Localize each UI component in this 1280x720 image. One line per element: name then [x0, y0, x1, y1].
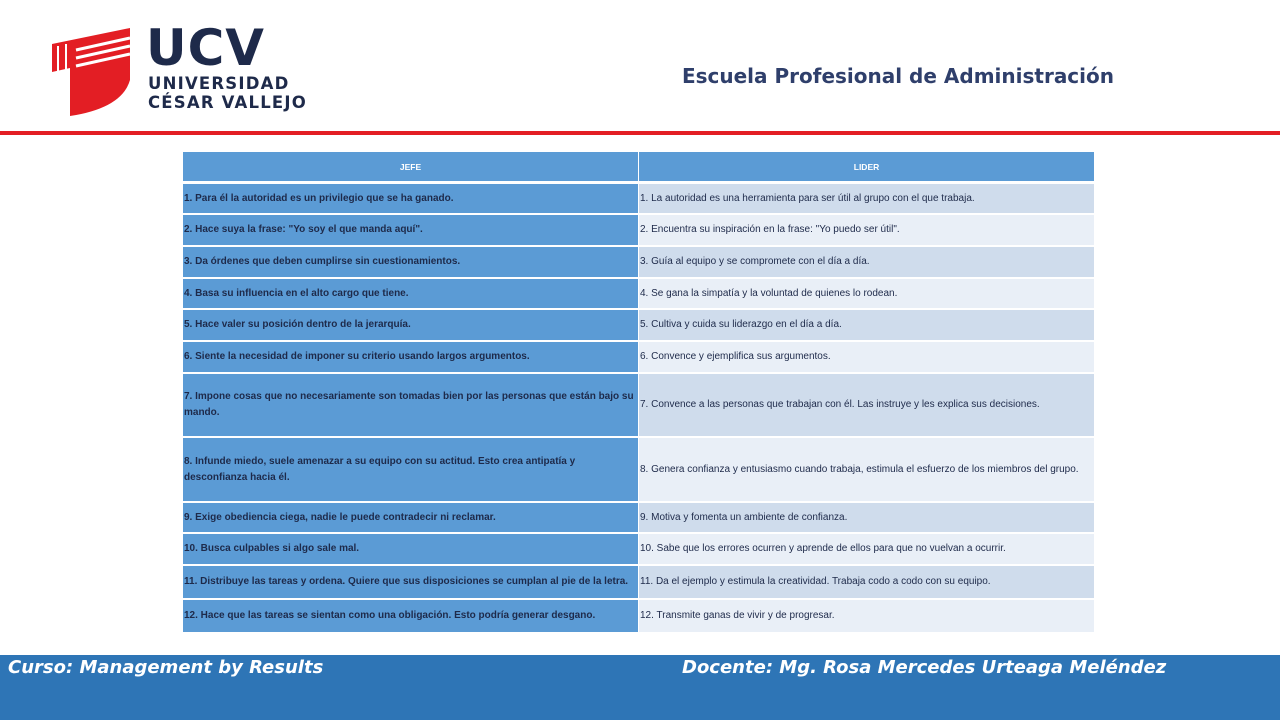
jefe-cell: 6. Siente la necesidad de imponer su criterio usando largos argumentos. [183, 342, 639, 374]
logo-wordmark: UCV [146, 19, 265, 77]
table-row [183, 566, 1095, 600]
table-row [183, 503, 1095, 534]
footer-bar [0, 655, 1280, 720]
table-row [183, 342, 1095, 374]
course-label: Curso: Management by Results [8, 657, 324, 678]
logo-line-universidad: UNIVERSIDAD [148, 74, 290, 93]
lider-cell: 10. Sabe que los errores ocurren y aprende de ellos para que no vuelvan a ocurrir. [639, 534, 1095, 566]
lider-cell: 3. Guía al equipo y se compromete con el día a día. [639, 247, 1095, 279]
lider-cell: 6. Convence y ejemplifica sus argumentos. [639, 342, 1095, 374]
table-row [183, 374, 1095, 438]
lider-cell: 1. La autoridad es una herramienta para ser útil al grupo con el que trabaja. [639, 184, 1095, 215]
jefe-cell: 10. Busca culpables si algo sale mal. [183, 534, 639, 566]
jefe-cell: 12. Hace que las tareas se sientan como una obligación. Esto podría generar desgano. [183, 600, 639, 634]
jefe-cell: 5. Hace valer su posición dentro de la jerarquía. [183, 310, 639, 342]
table-row [183, 600, 1095, 634]
lider-cell: 9. Motiva y fomenta un ambiente de confianza. [639, 503, 1095, 534]
school-title: Escuela Profesional de Administración [681, 64, 1114, 88]
table-row [183, 215, 1095, 247]
jefe-cell: 7. Impone cosas que no necesariamente son tomadas bien por las personas que están bajo su mando. [183, 374, 639, 438]
lider-cell: 4. Se gana la simpatía y la voluntad de quienes lo rodean. [639, 279, 1095, 310]
jefe-cell: 3. Da órdenes que deben cumplirse sin cuestionamientos. [183, 247, 639, 279]
table-row [183, 310, 1095, 342]
lider-cell: 8. Genera confianza y entusiasmo cuando trabaja, estimula el esfuerzo de los miembros del grupo. [639, 438, 1095, 503]
jefe-cell: 8. Infunde miedo, suele amenazar a su equipo con su actitud. Esto crea antipatía y desconfianza hacia él. [183, 438, 639, 503]
jefe-cell: 4. Basa su influencia en el alto cargo que tiene. [183, 279, 639, 310]
table-row [183, 438, 1095, 503]
lider-cell: 5. Cultiva y cuida su liderazgo en el día a día. [639, 310, 1095, 342]
lider-cell: 12. Transmite ganas de vivir y de progresar. [639, 600, 1095, 634]
logo-line-cesar-vallejo: CÉSAR VALLEJO [148, 93, 307, 112]
ucv-shield-icon [52, 22, 134, 118]
header-divider [0, 131, 1280, 135]
column-header-lider: LIDER [639, 152, 1095, 184]
table-row [183, 534, 1095, 566]
table-header-row [183, 152, 1095, 184]
jefe-cell: 9. Exige obediencia ciega, nadie le puede contradecir ni reclamar. [183, 503, 639, 534]
teacher-label: Docente: Mg. Rosa Mercedes Urteaga Meléndez [682, 657, 1167, 678]
lider-cell: 11. Da el ejemplo y estimula la creatividad. Trabaja codo a codo con su equipo. [639, 566, 1095, 600]
table-row [183, 184, 1095, 215]
table-row [183, 247, 1095, 279]
jefe-cell: 11. Distribuye las tareas y ordena. Quiere que sus disposiciones se cumplan al pie de la letra. [183, 566, 639, 600]
ucv-logo [52, 19, 307, 118]
jefe-cell: 1. Para él la autoridad es un privilegio que se ha ganado. [183, 184, 639, 215]
comparison-table [183, 152, 1095, 634]
lider-cell: 7. Convence a las personas que trabajan con él. Las instruye y les explica sus decisiones. [639, 374, 1095, 438]
jefe-cell: 2. Hace suya la frase: "Yo soy el que manda aquí". [183, 215, 639, 247]
table-row [183, 279, 1095, 310]
column-header-jefe: JEFE [183, 152, 639, 184]
lider-cell: 2. Encuentra su inspiración en la frase: "Yo puedo ser útil". [639, 215, 1095, 247]
